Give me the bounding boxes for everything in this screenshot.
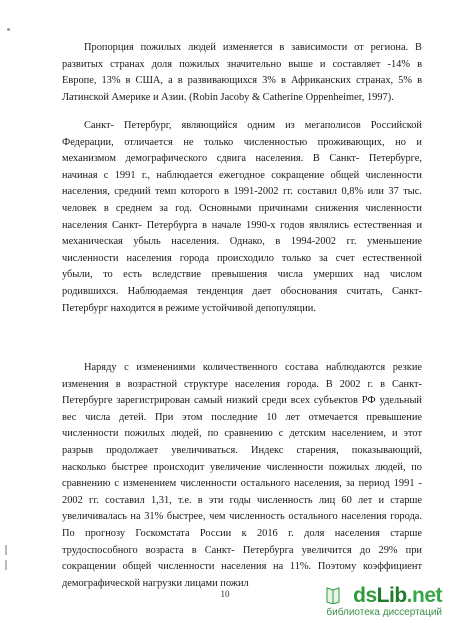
text-line: человек в среднем за год. Основными причинами снижения численности (62, 202, 422, 214)
page-number: 10 (220, 589, 230, 599)
text-line: Петербург находится в режиме устойчивой депопуляции. (62, 302, 316, 314)
text-line: механизмом демографического сдвига населения. В Санкт- Петербурге, (62, 153, 422, 165)
text-line: численности населения города происходило только за счет естественной (62, 252, 422, 264)
text-line: увеличивалась на 31% быстрее, чем численность остального населения города. (62, 511, 422, 523)
text-line: сокращении общей численности населения на 11%. Поэтому коэффициент (62, 561, 422, 573)
paragraph-2 (62, 118, 422, 317)
watermark-brand-ds: ds (353, 584, 377, 607)
watermark-brand (353, 584, 442, 608)
text-line: Европе, 13% в США, а в развивающихся 3% в Африканских странах, 5% в (62, 75, 422, 87)
text-line: Петербурге зарегистрирован самый низкий среди всех субъектов РФ удельный (62, 395, 422, 407)
text-line: сравнению с изменением численности остального населения, за период 1991 - (62, 478, 422, 490)
text-line: родившихся. Наблюдаемая тенденция дает обоснования считать, Санкт- (62, 285, 422, 297)
text-line: демографической нагрузки лицами пожил (62, 577, 249, 589)
text-line: изменения в возрастной структуре населения города. В 2002 г. в Санкт- (62, 378, 422, 390)
text-line: насколько быстрее происходит увеличение численности пожилых людей, по (62, 461, 422, 473)
text-line: вес числа детей. При этом последние 10 лет отмечается превышение (62, 411, 422, 423)
watermark-logo[interactable] (326, 584, 444, 618)
text-line: Латинской Америке и Азии. (Robin Jacoby & Catherine Oppenheimer, 1997). (62, 91, 394, 103)
watermark-brand-net: .net (406, 584, 442, 607)
text-line: трудоспособного возраста в Санкт- Петербурга увеличится до 29% при (62, 544, 422, 556)
text-line: Наряду с изменениями количественного состава наблюдаются резкие (84, 362, 422, 373)
margin-mark (5, 545, 7, 555)
scan-artifact-dot (7, 28, 10, 31)
paragraph-1 (62, 40, 422, 106)
text-line: разрыв продолжает увеличиваться. Индекс старения, показывающий, (62, 444, 422, 456)
text-line: механическая убыль населения. Однако, в 1994-2002 гг. уменьшение (62, 236, 422, 248)
text-line: Федерации, отличается не только численностью проживающих, но и (62, 136, 422, 148)
paragraph-3 (62, 360, 422, 592)
text-line: Санкт- Петербург, являющийся одним из мегаполисов Российской (84, 120, 422, 131)
text-line: убыли, то есть вследствие превышения числа умерших над числом (62, 269, 422, 281)
text-line: развитых странах доля пожилых значительно выше и составляет -14% в (62, 58, 422, 70)
text-line: численности пожилых людей, по сравнению с детским населением, и этот (62, 428, 422, 440)
text-line: населения Санкт- Петербурга в начале 1990-х годов являлись естественная и (62, 219, 422, 231)
book-icon (326, 586, 340, 604)
text-line: начиная с 1991 г., наблюдается ежегодное сокращение общей численности (62, 169, 422, 181)
text-line: Пропорция пожилых людей изменяется в зависимости от региона. В (84, 42, 422, 53)
text-line: По прогнозу Госкомстата России к 2016 г. доля населения старше (62, 527, 422, 539)
watermark-subtitle: библиотека диссертаций (326, 607, 442, 618)
text-line: населения, средний темп которого в 1991-2002 гг. составил 0,8% или 37 тыс. (62, 186, 422, 198)
margin-mark (5, 560, 7, 570)
text-line: 2002 гг. составил 1,31, т.е. в эти годы численность лиц 60 лет и старше (62, 494, 422, 506)
watermark-brand-lib: Lib (376, 584, 407, 607)
